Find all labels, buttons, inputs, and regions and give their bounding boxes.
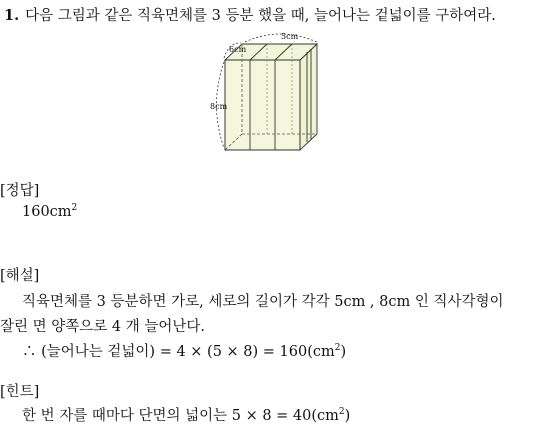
question-number: 1. bbox=[4, 7, 20, 24]
figure-label-side: 6cm bbox=[229, 45, 247, 54]
figure-label-height: 8cm bbox=[210, 102, 228, 111]
hint-heading: [힌트] bbox=[0, 384, 40, 400]
hint-formula-end: ) bbox=[344, 408, 351, 424]
explanation-line-3 bbox=[22, 340, 346, 361]
explanation-formula-end: ) bbox=[340, 344, 347, 360]
question-text: 다음 그림과 같은 직육면체를 3 등분 했을 때, 늘어나는 겉넓이를 구하여라. bbox=[25, 8, 496, 24]
explanation-formula: ∴ (늘어나는 겉넓이) = 4 × (5 × 8) = 160(cm bbox=[22, 344, 335, 360]
hint-formula: 한 번 자를 때마다 단면의 넓이는 5 × 8 = 40(cm bbox=[22, 408, 339, 424]
explanation-formula-exponent: 2 bbox=[334, 343, 341, 353]
explanation-line-2: 잘린 면 양쪽으로 4 개 늘어난다. bbox=[0, 319, 205, 335]
answer-heading: [정답] bbox=[0, 183, 40, 199]
question bbox=[4, 4, 496, 25]
answer-value-text: 160cm bbox=[22, 204, 72, 220]
answer-value bbox=[22, 204, 77, 220]
hint-text bbox=[22, 404, 350, 425]
explanation-line-1: 직육면체를 3 등분하면 가로, 세로의 길이가 각각 5cm , 8cm 인 직사각형이 bbox=[22, 294, 504, 310]
cuboid-figure bbox=[205, 32, 335, 154]
hint-formula-exponent: 2 bbox=[338, 407, 345, 417]
explanation-heading: [해설] bbox=[0, 268, 40, 284]
answer-unit-exponent: 2 bbox=[71, 203, 78, 213]
figure-label-top: 5cm bbox=[281, 32, 299, 41]
